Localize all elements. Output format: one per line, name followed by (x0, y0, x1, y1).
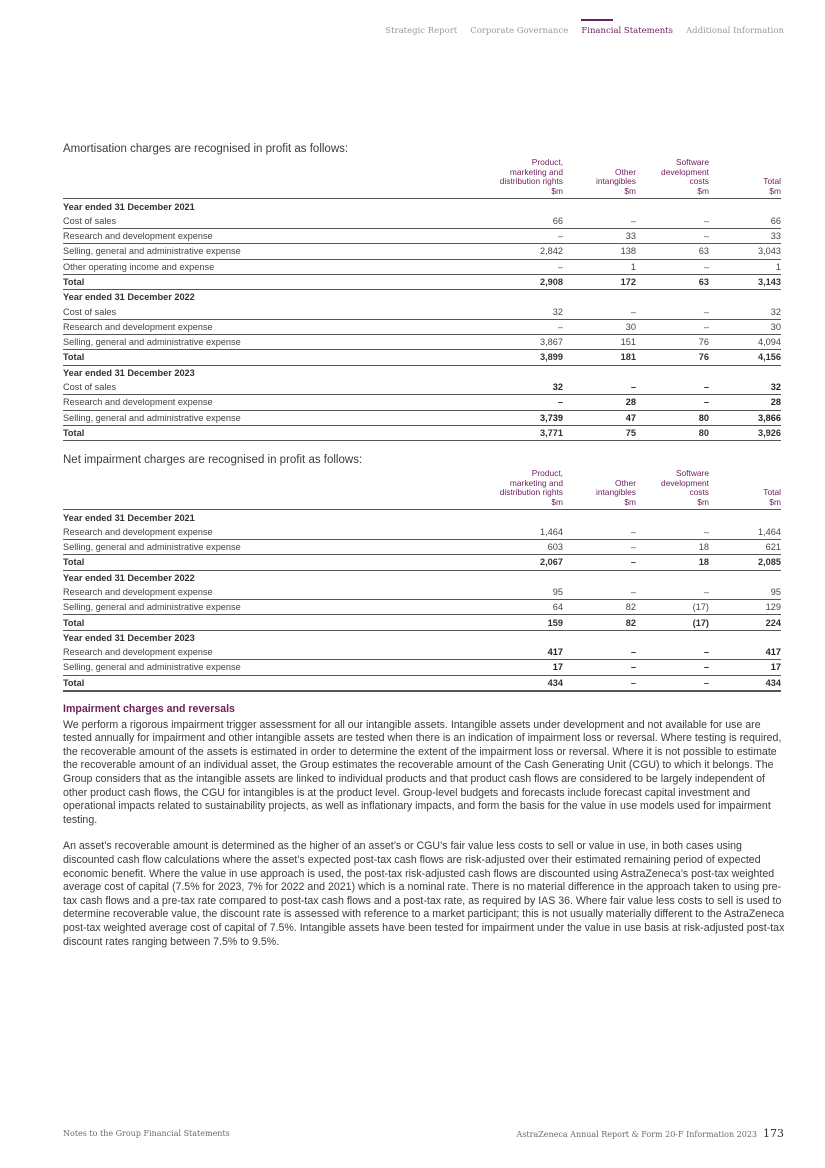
value-cell: 434 (709, 675, 781, 690)
empty-cell (709, 630, 781, 645)
table-row (63, 585, 781, 600)
empty-cell (636, 199, 709, 214)
row-label: Research and development expense (63, 645, 489, 660)
table-row (63, 335, 781, 350)
value-cell: 32 (489, 380, 563, 395)
empty-cell (709, 570, 781, 585)
row-label: Total (63, 555, 489, 570)
row-label: Selling, general and administrative expense (63, 539, 489, 554)
column-header-line: $m (551, 496, 563, 507)
column-header (489, 158, 563, 199)
value-cell: – (563, 304, 636, 319)
row-label: Year ended 31 December 2021 (63, 512, 195, 523)
row-label: Selling, general and administrative expense (63, 244, 489, 259)
column-header-line: intangibles (595, 176, 636, 187)
value-cell: – (636, 395, 709, 410)
empty-cell (563, 510, 636, 525)
nav-additional-information[interactable]: Additional Information (686, 26, 784, 36)
value-cell: – (489, 319, 563, 334)
nav-strategic-report[interactable]: Strategic Report (385, 26, 458, 36)
value-cell: 3,739 (489, 410, 563, 425)
table-row (63, 319, 781, 334)
value-cell: 30 (563, 319, 636, 334)
footer-report-info (517, 1127, 784, 1140)
value-cell: (17) (636, 600, 709, 615)
column-header (563, 469, 636, 510)
column-header-line: costs (689, 176, 709, 187)
empty-cell (636, 510, 709, 525)
row-label: Selling, general and administrative expense (63, 600, 489, 615)
empty-cell (636, 570, 709, 585)
year-heading-row (63, 365, 781, 380)
empty-cell (489, 365, 563, 380)
value-cell: – (636, 380, 709, 395)
value-cell: 3,899 (489, 350, 563, 365)
value-cell: 2,842 (489, 244, 563, 259)
value-cell: 434 (489, 675, 563, 690)
value-cell: – (563, 645, 636, 660)
value-cell: 66 (489, 214, 563, 229)
top-navigation (385, 26, 784, 36)
value-cell: – (563, 525, 636, 540)
value-cell: – (563, 675, 636, 690)
paragraph-1: We perform a rigorous impairment trigger assessment for all our intangible assets. Intangible assets under development and not available for use are tested annually for impairment and other intangible assets are tested when there is an indication of impairment loss or reversal. Where testing is required, the recoverable amount of the assets is estimated in order to determine the extent of the impairment loss or reversal. Where it is not possible to estimate the recoverable amount of an individual asset, the Group estimates the recoverable amount of the Cash Generating Unit (CGU) to which it belongs. The Group considers that as the intangible assets are linked to individual products and that product cash flows are considered to be largely independent of other product cash flows, the CGU for intangibles is at the product level. Group-level budgets and forecasts include forecast capital investment and operational impacts related to sustainability projects, as well as inflationary impacts, and form the basis for the value in use models used for impairment testing. (63, 718, 782, 826)
value-cell: 151 (563, 335, 636, 350)
row-label: Total (63, 675, 489, 690)
value-cell: – (563, 585, 636, 600)
empty-cell (563, 630, 636, 645)
table-row (63, 380, 781, 395)
row-label: Selling, general and administrative expense (63, 660, 489, 675)
column-header-line: Software (675, 468, 709, 478)
total-row (63, 615, 781, 630)
empty-cell (489, 630, 563, 645)
column-header-line: $m (697, 496, 709, 507)
value-cell: – (636, 319, 709, 334)
column-header-line: development (661, 166, 709, 177)
empty-cell (636, 365, 709, 380)
nav-corporate-governance[interactable]: Corporate Governance (470, 26, 569, 36)
amortisation-table-wrap (63, 158, 781, 441)
total-row (63, 555, 781, 570)
value-cell: 3,043 (709, 244, 781, 259)
empty-cell (489, 570, 563, 585)
empty-cell (709, 290, 781, 305)
value-cell: 32 (709, 380, 781, 395)
amortisation-table (63, 158, 781, 441)
value-cell: 18 (636, 539, 709, 554)
paragraph-2: An asset’s recoverable amount is determined as the higher of an asset’s or CGU’s fair value less costs to sell or value in use, in both cases using discounted cash flow calculations where the asset’s expected post-tax cash flows are risk-adjusted over their estimated remaining period of expected economic benefit. Where the value in use approach is used, the post-tax risk-adjusted cash flows are discounted using AstraZeneca’s post-tax weighted average cost of capital (7.5% for 2023, 7% for 2022 and 2021) which is a nominal rate. There is no material difference in the approach taken to using pre-tax cash flows and a pre-tax rate compared to post-tax cash flows and a post-tax rate, as required by IAS 36. Where fair value less costs to sell is used to determine recoverable value, the discount rate is assessed with reference to a market participant; this is not usually materially different to the AstraZeneca post-tax weighted average cost of capital of 7.5%. Intangible assets have been tested for impairment under the value in use basis at risk-adjusted post-tax discount rates ranging between 7.5% to 9.5%. (63, 840, 785, 948)
table-row (63, 228, 781, 243)
value-cell: 95 (489, 585, 563, 600)
row-label: Research and development expense (63, 395, 489, 410)
row-label: Cost of sales (63, 304, 489, 319)
value-cell: – (636, 675, 709, 690)
value-cell: 603 (489, 539, 563, 554)
table-row (63, 600, 781, 615)
value-cell: 2,085 (709, 555, 781, 570)
column-header-line: Other (615, 477, 636, 488)
table-row (63, 410, 781, 425)
value-cell: – (489, 259, 563, 274)
value-cell: 95 (709, 585, 781, 600)
column-header-line: $m (551, 185, 563, 196)
value-cell: 47 (563, 410, 636, 425)
value-cell: – (636, 585, 709, 600)
column-header-line: development (661, 477, 709, 488)
value-cell: 129 (709, 600, 781, 615)
amortisation-caption: Amortisation charges are recognised in profit as follows: (63, 143, 349, 155)
value-cell: 30 (709, 319, 781, 334)
value-cell: 82 (563, 615, 636, 630)
column-header-line: Software (675, 157, 709, 167)
empty-cell (709, 510, 781, 525)
column-header-line: $m (769, 185, 781, 196)
total-row (63, 425, 781, 440)
impairment-table-wrap (63, 469, 781, 692)
header-label-spacer (63, 158, 489, 199)
value-cell: 3,866 (709, 410, 781, 425)
value-cell: 224 (709, 615, 781, 630)
column-header-line: intangibles (595, 487, 636, 498)
table-row (63, 259, 781, 274)
column-header-line: distribution rights (499, 487, 563, 498)
value-cell: 159 (489, 615, 563, 630)
value-cell: – (563, 214, 636, 229)
value-cell: 32 (489, 304, 563, 319)
header-label-spacer (63, 469, 489, 510)
value-cell: 417 (709, 645, 781, 660)
value-cell: – (489, 395, 563, 410)
value-cell: 66 (709, 214, 781, 229)
value-cell: 28 (709, 395, 781, 410)
value-cell: 33 (709, 228, 781, 243)
year-heading-row (63, 630, 781, 645)
nav-financial-statements[interactable]: Financial Statements (581, 26, 674, 36)
row-label: Year ended 31 December 2023 (63, 632, 195, 643)
total-row (63, 274, 781, 289)
table-row (63, 395, 781, 410)
value-cell: 75 (563, 425, 636, 440)
value-cell: 3,926 (709, 425, 781, 440)
value-cell: 3,771 (489, 425, 563, 440)
value-cell: 64 (489, 600, 563, 615)
value-cell: – (489, 228, 563, 243)
row-label: Research and development expense (63, 228, 489, 243)
empty-cell (563, 570, 636, 585)
year-heading-row (63, 290, 781, 305)
empty-cell (636, 630, 709, 645)
value-cell: – (636, 525, 709, 540)
value-cell: 1,464 (709, 525, 781, 540)
column-header (709, 158, 781, 199)
page-number: 173 (763, 1127, 784, 1140)
empty-cell (709, 199, 781, 214)
row-label: Other operating income and expense (63, 259, 489, 274)
value-cell: 63 (636, 244, 709, 259)
value-cell: 417 (489, 645, 563, 660)
section-heading: Impairment charges and reversals (63, 703, 235, 715)
value-cell: – (563, 660, 636, 675)
value-cell: – (636, 304, 709, 319)
column-header-line: Product, (531, 157, 563, 167)
row-label: Year ended 31 December 2023 (63, 367, 195, 378)
empty-cell (563, 365, 636, 380)
value-cell: – (563, 380, 636, 395)
value-cell: 138 (563, 244, 636, 259)
value-cell: 621 (709, 539, 781, 554)
row-label: Total (63, 425, 489, 440)
impairment-text-block (63, 703, 785, 949)
row-label: Cost of sales (63, 380, 489, 395)
year-heading-row (63, 570, 781, 585)
year-heading-row (63, 510, 781, 525)
column-header-line: distribution rights (499, 176, 563, 187)
value-cell: – (636, 214, 709, 229)
table-row (63, 525, 781, 540)
table-row (63, 539, 781, 554)
value-cell: 17 (709, 660, 781, 675)
column-header-line: Total (763, 487, 781, 498)
column-header (636, 158, 709, 199)
value-cell: 4,156 (709, 350, 781, 365)
row-label: Research and development expense (63, 319, 489, 334)
value-cell: 32 (709, 304, 781, 319)
column-header (709, 469, 781, 510)
row-label: Research and development expense (63, 585, 489, 600)
row-label: Year ended 31 December 2022 (63, 572, 195, 583)
row-label: Selling, general and administrative expense (63, 410, 489, 425)
empty-cell (489, 290, 563, 305)
row-label: Total (63, 615, 489, 630)
column-header-line: costs (689, 487, 709, 498)
column-header (636, 469, 709, 510)
value-cell: – (563, 539, 636, 554)
value-cell: – (563, 555, 636, 570)
value-cell: – (636, 228, 709, 243)
value-cell: 3,143 (709, 274, 781, 289)
row-label: Selling, general and administrative expense (63, 335, 489, 350)
column-header-line: $m (769, 496, 781, 507)
value-cell: (17) (636, 615, 709, 630)
table-header-row (63, 158, 781, 199)
table-row (63, 645, 781, 660)
column-header-line: $m (697, 185, 709, 196)
total-row (63, 675, 781, 690)
total-row (63, 350, 781, 365)
value-cell: 172 (563, 274, 636, 289)
row-label: Year ended 31 December 2021 (63, 201, 195, 212)
row-label: Research and development expense (63, 525, 489, 540)
column-header-line: marketing and (509, 166, 563, 177)
row-label: Year ended 31 December 2022 (63, 292, 195, 303)
value-cell: 63 (636, 274, 709, 289)
year-heading-row (63, 199, 781, 214)
value-cell: – (636, 645, 709, 660)
impairment-caption: Net impairment charges are recognised in profit as follows: (63, 454, 363, 466)
column-header (563, 158, 636, 199)
column-header-line: $m (624, 496, 636, 507)
table-row (63, 304, 781, 319)
value-cell: 76 (636, 335, 709, 350)
value-cell: 181 (563, 350, 636, 365)
empty-cell (563, 199, 636, 214)
value-cell: 76 (636, 350, 709, 365)
empty-cell (563, 290, 636, 305)
table-row (63, 244, 781, 259)
value-cell: 80 (636, 410, 709, 425)
value-cell: 1 (563, 259, 636, 274)
empty-cell (636, 290, 709, 305)
column-header-line: Total (763, 176, 781, 187)
value-cell: 1 (709, 259, 781, 274)
row-label: Total (63, 274, 489, 289)
value-cell: 3,867 (489, 335, 563, 350)
footer-section-title: Notes to the Group Financial Statements (63, 1129, 230, 1138)
row-label: Total (63, 350, 489, 365)
table-row (63, 214, 781, 229)
table-row (63, 660, 781, 675)
value-cell: 82 (563, 600, 636, 615)
value-cell: 2,067 (489, 555, 563, 570)
value-cell: 33 (563, 228, 636, 243)
empty-cell (489, 510, 563, 525)
footer-report-title: AstraZeneca Annual Report & Form 20-F Information 2023 (516, 1130, 757, 1139)
column-header-line: marketing and (509, 477, 563, 488)
table-header-row (63, 469, 781, 510)
column-header (489, 469, 563, 510)
empty-cell (709, 365, 781, 380)
value-cell: 4,094 (709, 335, 781, 350)
value-cell: – (636, 660, 709, 675)
row-label: Cost of sales (63, 214, 489, 229)
value-cell: 18 (636, 555, 709, 570)
impairment-table (63, 469, 781, 691)
empty-cell (489, 199, 563, 214)
column-header-line: Other (615, 166, 636, 177)
value-cell: 1,464 (489, 525, 563, 540)
value-cell: 17 (489, 660, 563, 675)
value-cell: 2,908 (489, 274, 563, 289)
column-header-line: $m (624, 185, 636, 196)
value-cell: – (636, 259, 709, 274)
value-cell: 80 (636, 425, 709, 440)
column-header-line: Product, (531, 468, 563, 478)
value-cell: 28 (563, 395, 636, 410)
